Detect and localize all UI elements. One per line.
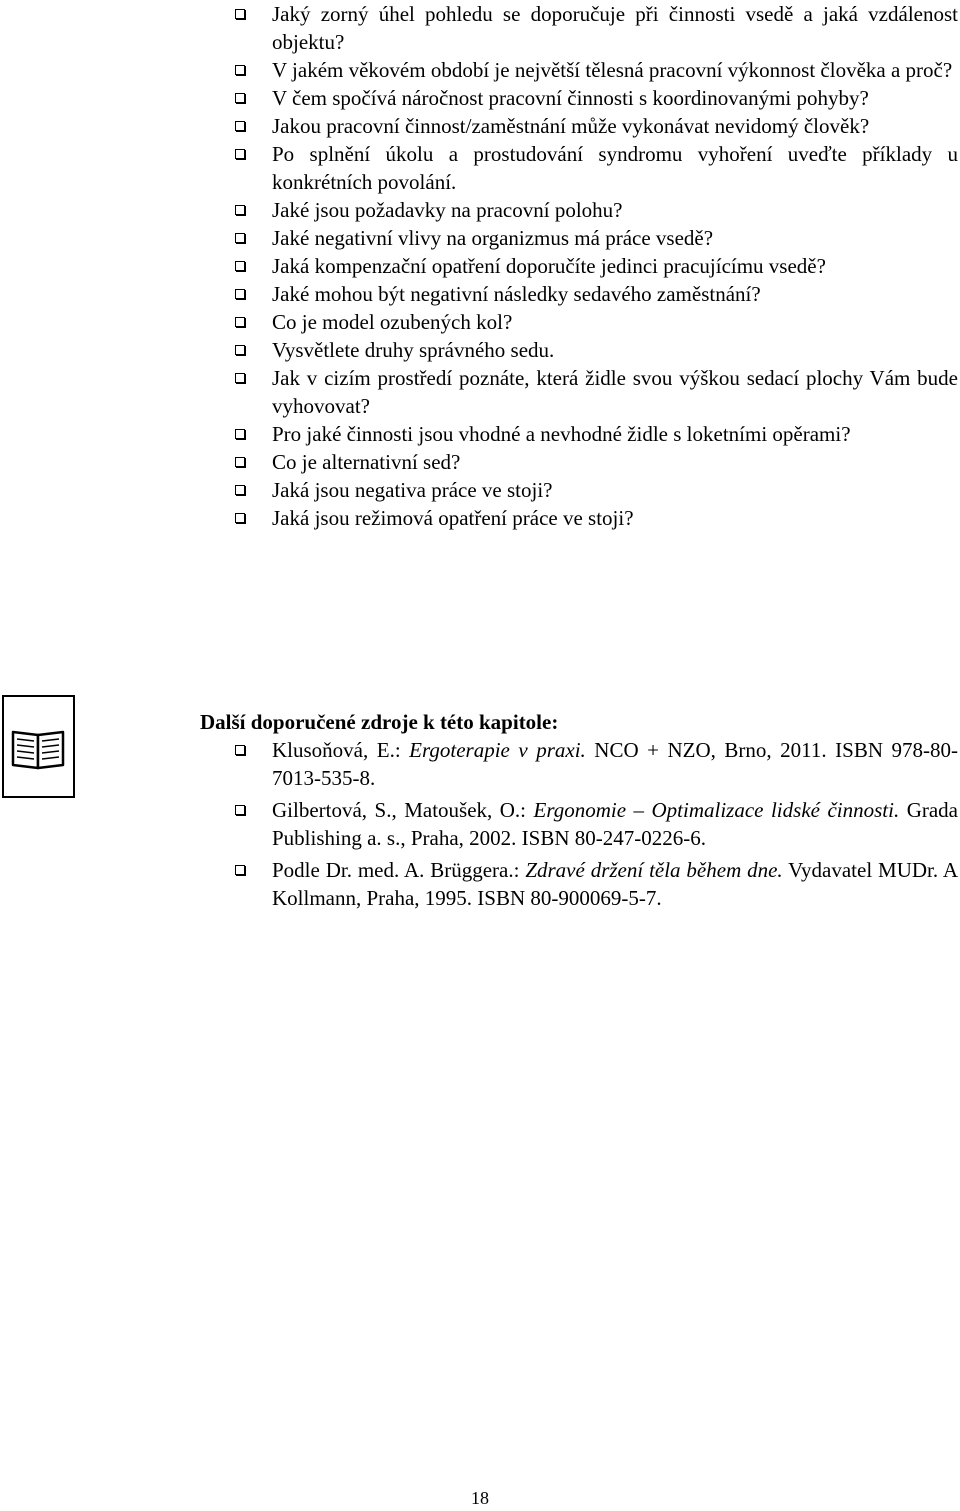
checkbox-bullet-icon: [235, 121, 245, 131]
question-item: [0, 280, 960, 308]
checkbox-bullet-icon: [235, 289, 245, 299]
question-text: V jakém věkovém období je největší tělesná pracovní výkonnost člověka a proč?: [272, 58, 953, 82]
question-item: [0, 504, 960, 532]
question-text: V čem spočívá náročnost pracovní činnosti s koordinovanými pohyby?: [272, 86, 869, 110]
question-text: Jaký zorný úhel pohledu se doporučuje při činnosti vsedě a jaká vzdálenost objektu?: [272, 2, 958, 54]
question-text: Jakou pracovní činnost/zaměstnání může vykonávat nevidomý člověk?: [272, 114, 870, 138]
checkbox-bullet-icon: [235, 745, 245, 755]
question-item: [0, 112, 960, 140]
question-item: [0, 56, 960, 84]
recommended-sources-list: [0, 736, 960, 912]
question-item: [0, 0, 960, 56]
question-text: Jaké negativní vlivy na organizmus má práce vsedě?: [272, 226, 714, 250]
question-text: Jaké mohou být negativní následky sedavého zaměstnání?: [272, 282, 761, 306]
checkbox-bullet-icon: [235, 429, 245, 439]
checkbox-bullet-icon: [235, 93, 245, 103]
question-item: [0, 336, 960, 364]
question-item: [0, 476, 960, 504]
question-text: Jaké jsou požadavky na pracovní polohu?: [272, 198, 623, 222]
question-text: Co je model ozubených kol?: [272, 310, 513, 334]
source-item: [0, 796, 960, 852]
recommended-sources-heading: Další doporučené zdroje k této kapitole:: [200, 710, 559, 734]
checkbox-bullet-icon: [235, 9, 245, 19]
question-item: [0, 196, 960, 224]
question-item: [0, 364, 960, 420]
checkbox-bullet-icon: [235, 65, 245, 75]
question-item: [0, 420, 960, 448]
page-number: 18: [471, 1488, 489, 1508]
checkbox-bullet-icon: [235, 149, 245, 159]
source-title: Ergonomie – Optimalizace lidské činnosti.: [533, 798, 900, 822]
checkbox-bullet-icon: [235, 513, 245, 523]
checkbox-bullet-icon: [235, 233, 245, 243]
checkbox-bullet-icon: [235, 345, 245, 355]
source-item: [0, 736, 960, 792]
checkbox-bullet-icon: [235, 261, 245, 271]
source-title: Ergoterapie v praxi.: [409, 738, 586, 762]
question-item: [0, 140, 960, 196]
checkbox-bullet-icon: [235, 317, 245, 327]
checkbox-bullet-icon: [235, 457, 245, 467]
question-text: Vysvětlete druhy správného sedu.: [272, 338, 555, 362]
question-text: Jaká kompenzační opatření doporučíte jedinci pracujícímu vsedě?: [272, 254, 826, 278]
checkbox-bullet-icon: [235, 373, 245, 383]
question-item: [0, 224, 960, 252]
source-publication: NCO + NZO, Brno, 2011. ISBN 978-80-7013-535-8.: [272, 738, 958, 790]
question-item: [0, 448, 960, 476]
question-text: Pro jaké činnosti jsou vhodné a nevhodné židle s loketními opěrami?: [272, 422, 851, 446]
question-text: Jaká jsou negativa práce ve stoji?: [272, 478, 553, 502]
source-author: Klusoňová, E.:: [272, 738, 410, 762]
source-publication: Grada Publishing a. s., Praha, 2002. ISBN 80-247-0226-6.: [272, 798, 958, 850]
source-author: Podle Dr. med. A. Brüggera.:: [272, 858, 526, 882]
source-title: Zdravé držení těla během dne.: [525, 858, 783, 882]
review-questions-list: [0, 0, 960, 532]
question-item: [0, 252, 960, 280]
question-text: Jak v cizím prostředí poznáte, která židle svou výškou sedací plochy Vám bude vyhovovat?: [272, 366, 958, 418]
checkbox-bullet-icon: [235, 205, 245, 215]
source-author: Gilbertová, S., Matoušek, O.:: [272, 798, 534, 822]
checkbox-bullet-icon: [235, 865, 245, 875]
checkbox-bullet-icon: [235, 485, 245, 495]
question-item: [0, 308, 960, 336]
question-text: Co je alternativní sed?: [272, 450, 461, 474]
checkbox-bullet-icon: [235, 805, 245, 815]
source-item: [0, 856, 960, 912]
question-text: Jaká jsou režimová opatření práce ve stoji?: [272, 506, 634, 530]
source-publication: Vydavatel MUDr. A Kollmann, Praha, 1995. ISBN 80-900069-5-7.: [272, 858, 958, 910]
question-text: Po splnění úkolu a prostudování syndromu vyhoření uveďte příklady u konkrétních povolání.: [272, 142, 958, 194]
question-item: [0, 84, 960, 112]
